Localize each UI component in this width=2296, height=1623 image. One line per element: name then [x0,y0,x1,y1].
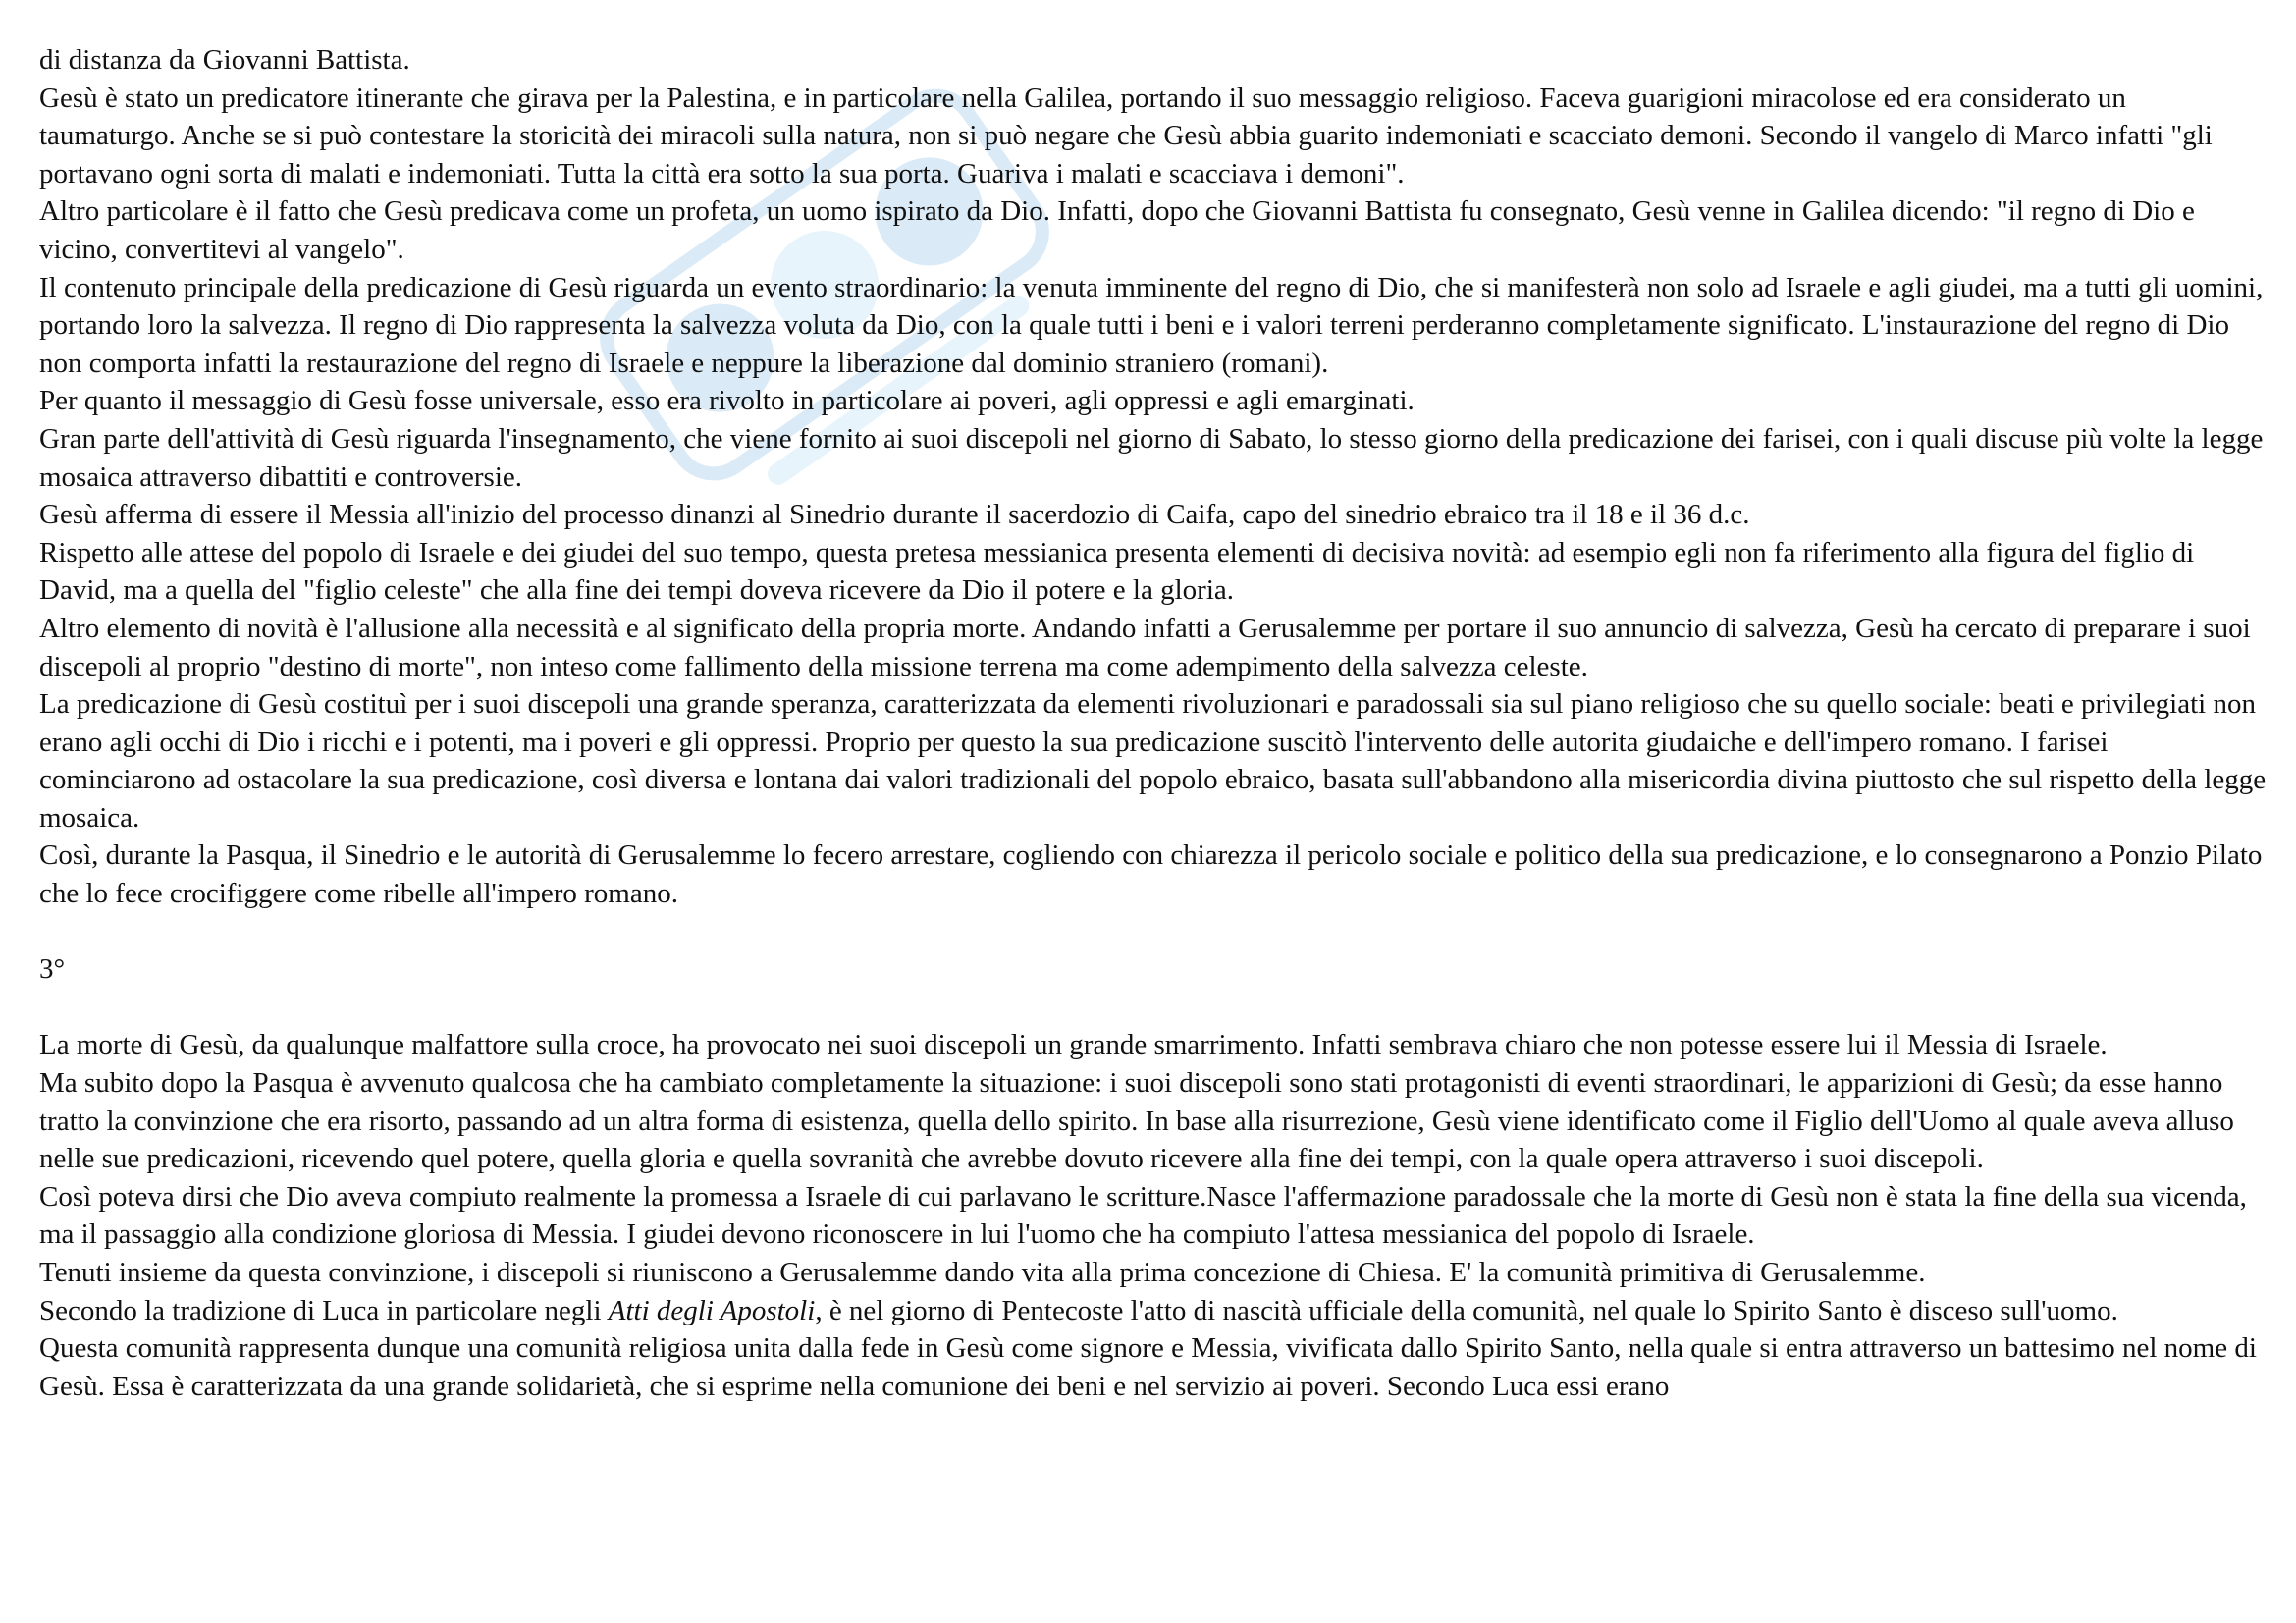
luca-text-before: Secondo la tradizione di Luca in particolare negli [39,1294,609,1326]
paragraph: Gran parte dell'attività di Gesù riguarda l'insegnamento, che viene fornito ai suoi discepoli nel giorno di Sabato, lo stesso giorno della predicazione dei farisei, con i quali discuse più volte la legge mosaica attraverso dibattiti e controversie. [39,422,2264,493]
paragraph-luca [39,1292,2268,1330]
book-title-italic: Atti degli Apostoli [608,1294,816,1326]
paragraph: Tenuti insieme da questa convinzione, i discepoli si riuniscono a Gerusalemme dando vita alla prima concezione di Chiesa. E' la comunità primitiva di Gerusalemme. [39,1257,1926,1288]
blank-line [39,913,2268,951]
paragraph: Questa comunità rappresenta dunque una comunità religiosa unita dalla fede in Gesù come signore e Messia, vivificata dallo Spirito Santo, nella quale si entra attraverso un battesimo nel nome di Gesù. Essa è caratterizzata da una grande solidarietà, che si esprime nella comunione dei beni e nel servizio ai poveri. Secondo Luca essi erano [39,1332,2257,1402]
paragraph: Il contenuto principale della predicazione di Gesù riguarda un evento straordinario: la venuta imminente del regno di Dio, che si manifesterà non solo ad Israele e agli giudei, ma a tutti gli uomini, portando loro la salvezza. Il regno di Dio rappresenta la salvezza voluta da Dio, con la quale tutti i beni e i valori terreni perderanno completamente significato. L'instaurazione del regno di Dio non comporta infatti la restaurazione del regno di Israele e neppure la liberazione dal dominio straniero (romani). [39,271,2264,379]
section-heading: 3° [39,953,66,986]
paragraph: Gesù è stato un predicatore itinerante che girava per la Palestina, e in particolare nella Galilea, portando il suo messaggio religioso. Faceva guarigioni miracolose ed era considerato un taumaturgo. Anche se si può contestare la storicità dei miracoli sulla natura, non si può negare che Gesù abbia guarito indemoniati e scacciato demoni. Secondo il vangelo di Marco infatti "gli portavano ogni sorta di malati e indemoniati. Tutta la città era sotto la sua porta. Guariva i malati e scacciava i demoni". [39,81,2213,189]
paragraph: Rispetto alle attese del popolo di Israele e dei giudei del suo tempo, questa pretesa messianica presenta elementi di decisiva novità: ad esempio egli non fa riferimento alla figura del figlio di David, ma a quella del "figlio celeste" che alla fine dei tempi doveva ricevere da Dio il potere e la gloria. [39,536,2195,607]
paragraph: La predicazione di Gesù costituì per i suoi discepoli una grande speranza, caratterizzata da elementi rivoluzionari e paradossali sia sul piano religioso che su quello sociale: beati e privilegiati non erano agli occhi di Dio i ricchi e i potenti, ma i poveri e gli oppressi. Proprio per questo la sua predicazione suscitò l'intervento delle autorita giudaiche e dell'impero romano. I farisei cominciarono ad ostacolare la sua predicazione, così diversa e lontana dai valori tradizionali del popolo ebraico, basata sull'abbandono alla misericordia divina piuttosto che sul rispetto della legge mosaica. [39,688,2267,834]
blank-line [39,989,2268,1027]
paragraph: Ma subito dopo la Pasqua è avvenuto qualcosa che ha cambiato completamente la situazione: i suoi discepoli sono stati protagonisti di eventi straordinari, le apparizioni di Gesù; da esse hanno tratto la convinzione che era risorto, passando ad un altra forma di esistenza, quella dello spirito. In base alla risurrezione, Gesù viene identificato come il Figlio dell'Uomo al quale aveva alluso nelle sue predicazioni, ricevendo quel potere, quella gloria e quella sovranità che avrebbe dovuto ricevere alla fine dei tempi, con la quale opera attraverso i suoi discepoli. [39,1067,2234,1175]
paragraph: Altro particolare è il fatto che Gesù predicava come un profeta, un uomo ispirato da Dio. Infatti, dopo che Giovanni Battista fu consegnato, Gesù venne in Galilea dicendo: "il regno di Dio e vicino, convertitevi al vangelo". [39,195,2195,265]
paragraph: Altro elemento di novità è l'allusione alla necessità e al significato della propria morte. Andando infatti a Gerusalemme per portare il suo annuncio di salvezza, Gesù ha cercato di preparare i suoi discepoli al proprio "destino di morte", non inteso come fallimento della missione terrena ma come adempimento della salvezza celeste. [39,612,2251,682]
paragraph: Gesù afferma di essere il Messia all'inizio del processo dinanzi al Sinedrio durante il sacerdozio di Caifa, capo del sinedrio ebraico tra il 18 e il 36 d.c. [39,499,1750,531]
paragraph: La morte di Gesù, da qualunque malfattore sulla croce, ha provocato nei suoi discepoli un grande smarrimento. Infatti sembrava chiaro che non potesse essere lui il Messia di Israele. [39,1029,2108,1061]
luca-text-after: , è nel giorno di Pentecoste l'atto di nascità ufficiale della comunità, nel quale lo Spirito Santo è disceso sull'uomo. [815,1294,2118,1326]
document-text [39,41,2268,1405]
paragraph: Così, durante la Pasqua, il Sinedrio e le autorità di Gerusalemme lo fecero arrestare, cogliendo con chiarezza il pericolo sociale e politico della sua predicazione, e lo consegnarono a Ponzio Pilato che lo fece crocifiggere come ribelle all'impero romano. [39,839,2263,910]
paragraph: Per quanto il messaggio di Gesù fosse universale, esso era rivolto in particolare ai poveri, agli oppressi e agli emarginati. [39,385,1415,417]
paragraph: di distanza da Giovanni Battista. [39,44,410,76]
paragraph: Così poteva dirsi che Dio aveva compiuto realmente la promessa a Israele di cui parlavano le scritture.Nasce l'affermazione paradossale che la morte di Gesù non è stata la fine della sua vicenda, ma il passaggio alla condizione gloriosa di Messia. I giudei devono riconoscere in lui l'uomo che ha compiuto l'attesa messianica del popolo di Israele. [39,1180,2247,1251]
